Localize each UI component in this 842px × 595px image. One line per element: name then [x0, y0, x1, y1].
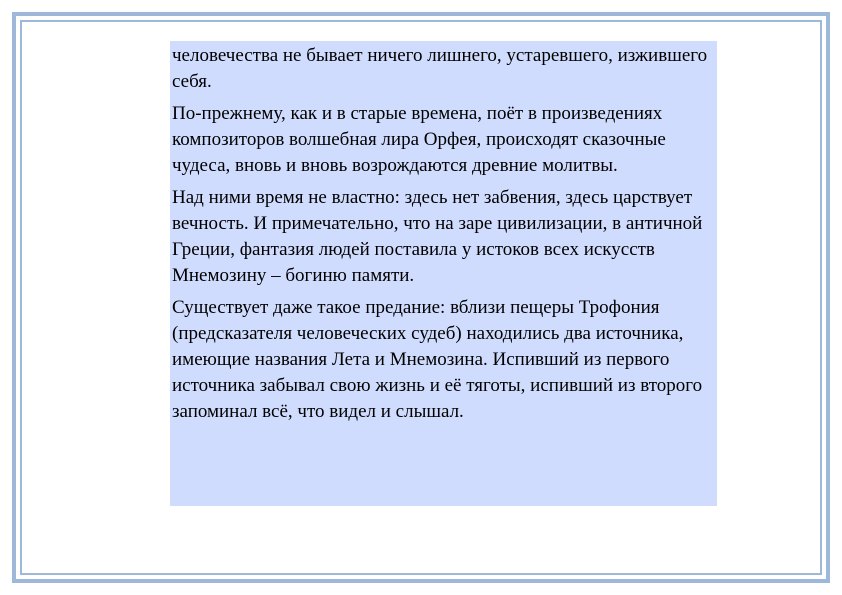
paragraph-3: Над ними время не властно: здесь нет забвения, здесь царствует вечность. И примечательно, что на заре цивилизации, в античной Греции, фантазия людей поставила у истоков всех искусств Мнемозину – богиню памяти.	[172, 187, 703, 286]
paragraph-2: По-прежнему, как и в старые времена, поёт в произведениях композиторов волшебная лира Орфея, происходят сказочные чудеса, вновь и вновь возрождаются древние молитвы.	[172, 103, 666, 176]
paragraph-4: Существует даже такое предание: вблизи пещеры Трофония (предсказателя человеческих судеб) находились два источника, имеющие названия Лета и Мнемозина. Испивший из первого источника забывал свою жизнь и её тяготы, испивший из второго запоминал всё, что видел и слышал.	[172, 297, 703, 422]
text-block	[170, 41, 717, 506]
paragraph-1: человечества не бывает ничего лишнего, устаревшего, изжившего себя.	[172, 45, 708, 92]
